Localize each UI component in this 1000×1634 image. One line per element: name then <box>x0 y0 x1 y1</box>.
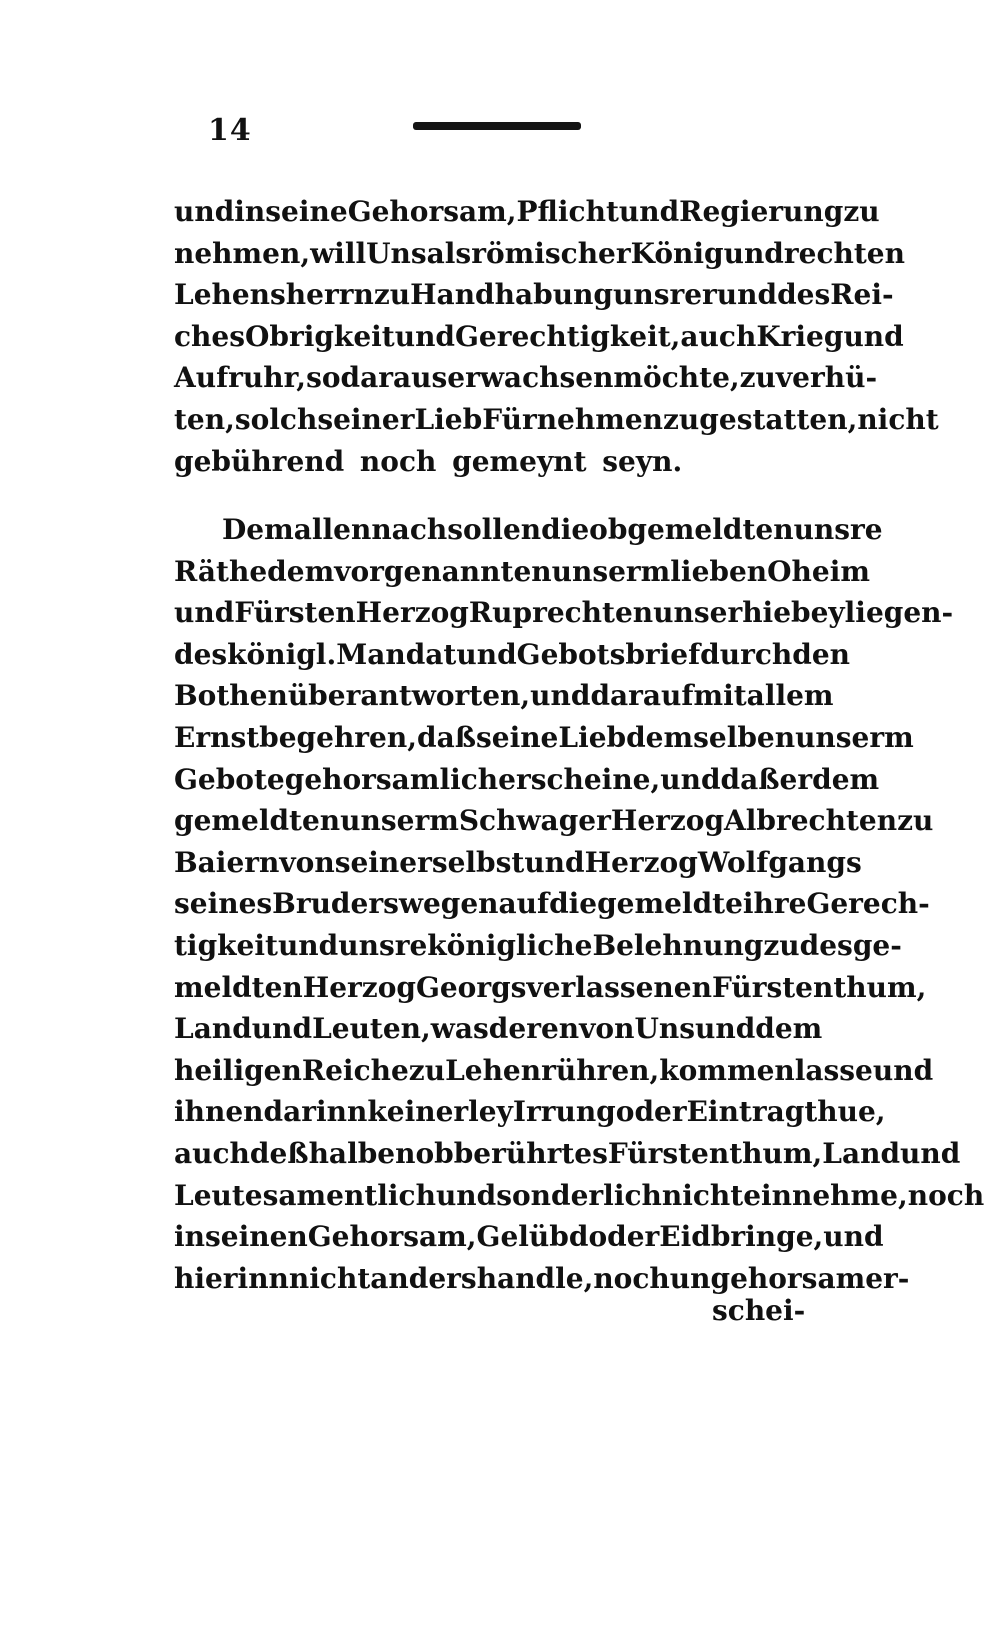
text-line: Land und Leuten, was deren von Uns und dem <box>174 1012 823 1046</box>
text-line: Bothen überantworten, und darauf mit allem <box>174 679 834 713</box>
paragraph-2 <box>174 509 985 1299</box>
text-line: Ernst begehren, daß seine Lieb demselben unserm <box>174 720 914 754</box>
page-number: 14 <box>208 113 252 148</box>
text-line: gebührend noch gemeynt seyn. <box>174 444 683 478</box>
text-line: Aufruhr, so daraus erwachsen möchte, zu verhü- <box>174 361 878 395</box>
text-line: meldten Herzog Georgs verlassenen Fürstenthum, <box>174 970 927 1004</box>
text-line: Dem allen nach sollen die obgemeldten unsre <box>222 513 883 546</box>
text-line: und in seine Gehorsam, Pflicht und Regierung zu <box>174 195 880 228</box>
text-line: Gebote gehorsamlich erscheine, und daß er dem <box>174 762 880 796</box>
text-line: Lehensherrn zu Handhabung unsrer und des Rei- <box>174 278 894 312</box>
text-line: seines Bruders wegen auf die gemeldte ihre Gerech- <box>174 887 930 921</box>
text-line: auch deßhalben obberührtes Fürstenthum, Land und <box>174 1136 961 1170</box>
text-line: hierinn nicht anders handle, noch ungehorsam er- <box>174 1261 910 1295</box>
text-line: Leute samentlich und sonderlich nicht einnehme, noch <box>174 1178 985 1212</box>
text-line: gemeldten unserm Schwager Herzog Albrechten zu <box>174 804 934 838</box>
text-line: nehmen, will Uns als römischer König und rechten <box>174 236 905 270</box>
header-rule <box>413 122 581 130</box>
text-line: des königl. Mandat und Gebotsbrief durch den <box>174 637 851 671</box>
text-line: und Fürsten Herzog Ruprechten unser hiebeyliegen- <box>174 596 954 630</box>
catchword: schei- <box>712 1294 806 1327</box>
text-line: ches Obrigkeit und Gerechtigkeit, auch Krieg und <box>174 319 904 353</box>
text-line: Baiern von seiner selbst und Herzog Wolfgangs <box>174 845 862 879</box>
text-line: ihnen darinn keinerley Irrung oder Eintrag thue, <box>174 1095 886 1129</box>
text-line: in seinen Gehorsam, Gelübd oder Eid bringe, und <box>174 1220 884 1254</box>
text-line: heiligen Reiche zu Lehen rühren, kommen lasse und <box>174 1053 934 1087</box>
paragraph-1 <box>174 191 939 482</box>
text-line: ten, solch seiner Lieb Fürnehmen zu gestatten, nicht <box>174 402 939 436</box>
text-line: tigkeit und unsre königliche Belehnung zu des ge- <box>174 928 902 962</box>
text-line: Räthe dem vorgenannten unserm lieben Oheim <box>174 554 870 588</box>
